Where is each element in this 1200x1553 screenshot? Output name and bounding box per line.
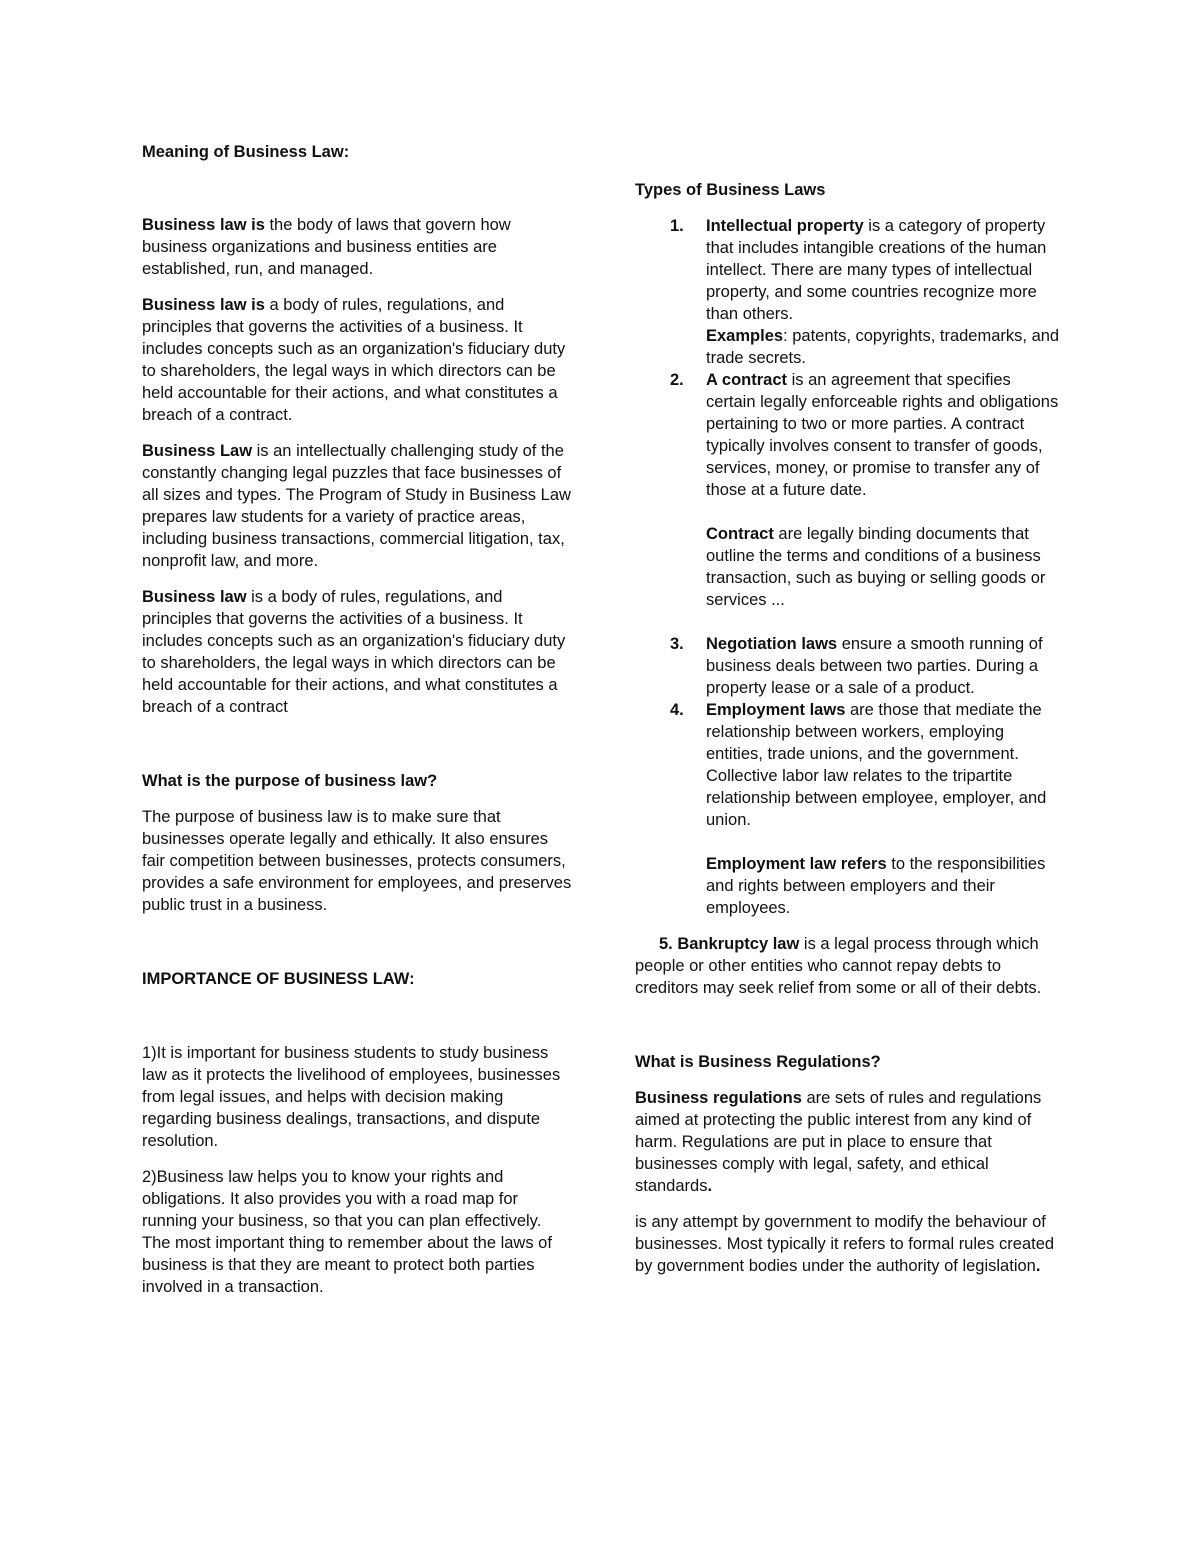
definition-4-term: Business law [142,588,247,606]
type-term: Negotiation laws [706,635,838,653]
meaning-title: Meaning of Business Law: [142,143,350,161]
definition-4: Business law is a body of rules, regulations, and principles that governs the activities of a business. It includes concepts such as an organization's fiduciary duty to shareholders, the legal ways in which directors can be held accountable for their actions, and what constitutes a breach of a contract [142,588,566,716]
list-item: 3. Negotiation laws ensure a smooth running of business deals between two parties. During a property lease or a sale of a product. [670,635,1043,697]
definition-3-term: Business Law [142,442,253,460]
definition-3: Business Law is an intellectually challenging study of the constantly changing legal puzzles that face businesses of all sizes and types. The Program of Study in Business Law prepares law students for a variety of practice areas, including business transactions, commercial litigation, tax, nonprofit law, and more. [142,442,571,570]
list-item: 1. Intellectual property is a category of property that includes intangible creations of the human intellect. There are many types of intellectual property, and some countries recognize more than others. Examples: patents, copyrights, trademarks, and trade secrets. [670,217,1060,367]
definition-1: Business law is the body of laws that govern how business organizations and business entities are established, run, and managed. [142,216,511,278]
purpose-text: The purpose of business law is to make sure that businesses operate legally and ethically. It also ensures fair competition between businesses, protects consumers, provides a safe environment for employees, and preserves public trust in a business. [142,808,572,914]
types-list [635,215,1063,919]
definition-2-term: Business law is [142,296,265,314]
right-column [635,179,1063,1277]
bankruptcy-paragraph: 5. Bankruptcy law is a legal process through which people or other entities who cannot repay debts to creditors may seek relief from some or all of their debts. [635,935,1042,997]
regulations-paragraph-1: Business regulations are sets of rules and regulations aimed at protecting the public interest from any kind of harm. Regulations are put in place to ensure that businesses comply with legal, safety, and ethical standards. [635,1089,1042,1195]
list-item: 2. A contract is an agreement that specifies certain legally enforceable rights and obligations pertaining to two or more parties. A contract typically involves consent to transfer of goods, services, money, or promise to transfer any of those at a future date. Contract are legally binding documents that outline the terms and conditions of a business transaction, such as buying or selling goods or services ... [670,371,1059,609]
left-column [142,141,572,1298]
types-title: Types of Business Laws [635,181,826,199]
regulations-term: Business regulations [635,1089,802,1107]
type-term: Employment laws [706,701,846,719]
definition-1-term: Business law is [142,216,265,234]
importance-item-2: 2)Business law helps you to know your rights and obligations. It also provides you with a road map for running your business, so that you can plan effectively. The most important thing to remember about the laws of business is that they are meant to protect both parties involved in a transaction. [142,1168,552,1296]
regulations-paragraph-2: is any attempt by government to modify the behaviour of businesses. Most typically it refers to formal rules created by government bodies under the authority of legislation. [635,1213,1055,1275]
type-subterm: Employment law refers [706,855,887,873]
examples-label: Examples [706,327,784,345]
importance-item-1: 1)It is important for business students to study business law as it protects the livelihood of employees, businesses from legal issues, and helps with decision making regarding business dealings, transactions, and dispute resolution. [142,1044,561,1150]
bankruptcy-term: 5. Bankruptcy law [659,935,800,953]
list-item: 4. Employment laws are those that mediate the relationship between workers, employing entities, trade unions, and the government. Collective labor law relates to the tripartite relationship between employee, employer, and union. Employment law refers to the responsibilities and rights between employers and their employees. [670,701,1047,917]
type-term: A contract [706,371,787,389]
importance-title: IMPORTANCE OF BUSINESS LAW: [142,970,415,988]
definition-2: Business law is a body of rules, regulations, and principles that governs the activities of a business. It includes concepts such as an organization's fiduciary duty to shareholders, the legal ways in which directors can be held accountable for their actions, and what constitutes a breach of a contract. [142,296,566,424]
type-term: Intellectual property [706,217,864,235]
type-subterm: Contract [706,525,774,543]
purpose-title: What is the purpose of business law? [142,772,438,790]
regulations-title: What is Business Regulations? [635,1053,881,1071]
